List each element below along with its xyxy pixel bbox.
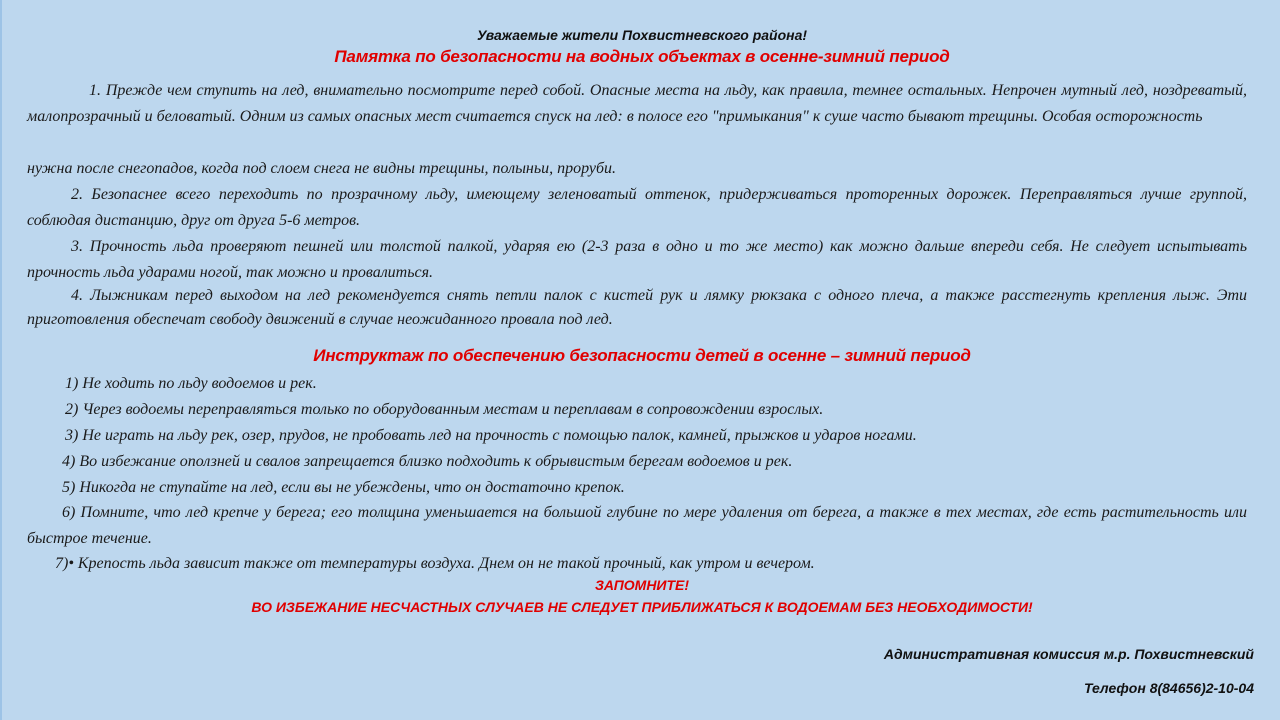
rule-2: 2. Безопаснее всего переходить по прозрачному льду, имеющему зеленоватый оттенок, придерживаться проторенных дорожек. Переправляться лучше группой, соблюдая дистанцию, друг от друга 5-6 метров. — [27, 186, 1247, 229]
greeting: Уважаемые жители Похвистневского района! — [476, 27, 808, 43]
rule-1 — [27, 78, 1247, 130]
remember-heading: ЗАПОМНИТЕ! — [594, 577, 690, 593]
child-rule-7: 7)• Крепость льда зависит также от температуры воздуха. Днем он не такой прочный, как утром и вечером. — [55, 555, 815, 572]
phone: Телефон 8(84656)2-10-04 — [1083, 680, 1254, 696]
rule-1-text: 1. Прежде чем ступить на лед, внимательно посмотрите перед собой. Опасные места на льду, как правила, темнее остальных. Непрочен мутный лед, ноздреватый, малопрозрачный и беловатый. Одним из самых опасных мест считается спуск на лед: в полосе его "примыкания" к суше часто бывают трещины. Особая осторожность — [27, 82, 1247, 125]
child-rule-6: 6) Помните, что лед крепче у берега; его толщина уменьшается на большой глубине по мере удаления от берега, а также в тех местах, где есть растительность или быстрое течение. — [27, 504, 1247, 547]
child-rule-5: 5) Никогда не ступайте на лед, если вы не убеждены, что он достаточно крепок. — [62, 479, 625, 496]
title: Памятка по безопасности на водных объектах в осенне-зимний период — [334, 47, 950, 66]
child-rule-4: 4) Во избежание оползней и свалов запрещается близко подходить к обрывистым берегам водоемов и рек. — [62, 453, 793, 470]
rule-3: 3. Прочность льда проверяют пешней или толстой палкой, ударяя ею (2-3 раза в одно и то же место) как можно дальше впереди себя. Не следует испытывать прочность льда ударами ногой, так можно и провалиться. — [27, 238, 1247, 281]
child-rule-1: 1) Не ходить по льду водоемов и рек. — [65, 375, 317, 392]
warning-text: ВО ИЗБЕЖАНИЕ НЕСЧАСТНЫХ СЛУЧАЕВ НЕ СЛЕДУЕТ ПРИБЛИЖАТЬСЯ К ВОДОЕМАМ БЕЗ НЕОБХОДИМОСТИ! — [251, 599, 1033, 615]
child-rule-3: 3) Не играть на льду рек, озер, прудов, не пробовать лед на прочность с помощью палок, камней, прыжков и ударов ногами. — [65, 427, 917, 444]
rule-1-cont: нужна после снегопадов, когда под слоем снега не видны трещины, полыньи, проруби. — [27, 160, 617, 177]
rule-4: 4. Лыжникам перед выходом на лед рекомендуется снять петли палок с кистей рук и лямку рюкзака с одного плеча, а также расстегнуть крепления лыж. Эти приготовления обеспечат свободу движений в случае неожиданного провала под лед. — [27, 287, 1247, 328]
child-rule-2: 2) Через водоемы переправляться только по оборудованным местам и переплавам в сопровождении взрослых. — [65, 401, 824, 418]
signature: Административная комиссия м.р. Похвистневский — [883, 646, 1254, 662]
children-title: Инструктаж по обеспечению безопасности детей в осенне – зимний период — [313, 346, 971, 365]
